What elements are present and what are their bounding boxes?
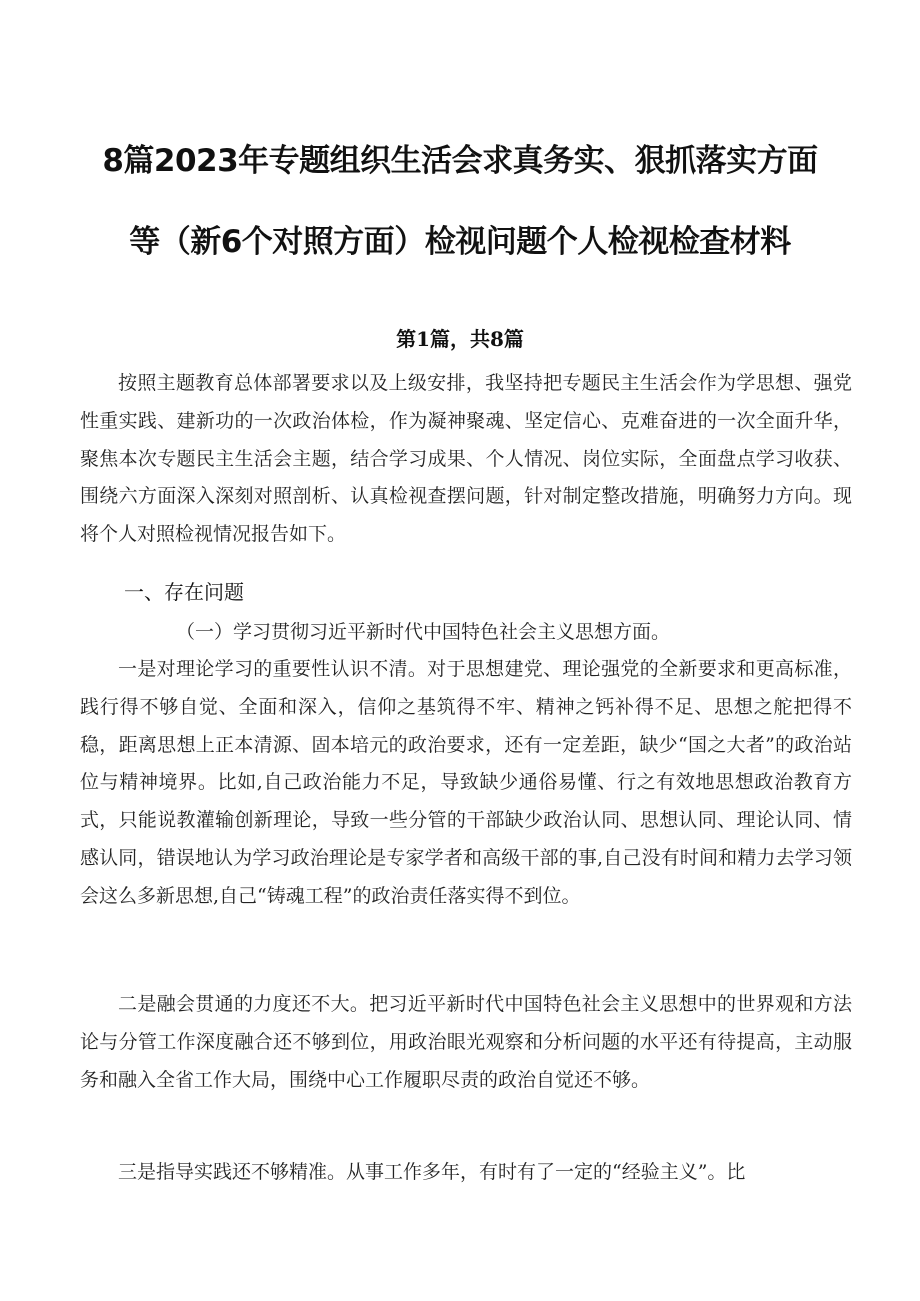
part-heading: 第1篇，共8篇 xyxy=(396,327,524,351)
subsection-heading-study: （一）学习贯彻习近平新时代中国特色社会主义思想方面。 xyxy=(176,621,671,643)
intro-paragraph: 按照主题教育总体部署要求以及上级安排，我坚持把专题民主生活会作为学思想、强党性重实践、建新功的一次政治体检，作为凝神聚魂、坚定信心、克难奋进的一次全面升华，聚焦本次专题民主生活会主题，结合学习成果、个人情况、岗位实际，全面盘点学习收获、围绕六方面深入深刻对照剖析、认真检视查摆问题，针对制定整改措施，明确努力方向。现将个人对照检视情况报告如下。 xyxy=(80,372,852,546)
paragraph-point-two: 二是融会贯通的力度还不大。把习近平新时代中国特色社会主义思想中的世界观和方法论与分管工作深度融合还不够到位，用政治眼光观察和分析问题的水平还有待提高，主动服务和融入全省工作大局，围绕中心工作履职尽责的政治自觉还不够。 xyxy=(80,993,852,1091)
document-title-line-2: 等（新6个对照方面）检视问题个人检视检查材料 xyxy=(129,224,791,260)
paragraph-point-one: 一是对理论学习的重要性认识不清。对于思想建党、理论强党的全新要求和更高标准，践行得不够自觉、全面和深入，信仰之基筑得不牢、精神之钙补得不足、思想之舵把得不稳，距离思想上正本清源、固本培元的政治要求，还有一定差距，缺少“国之大者”的政治站位与精神境界。比如,自己政治能力不足，导致缺少通俗易懂、行之有效地思想政治教育方式，只能说教灌输创新理论，导致一些分管的干部缺少政治认同、思想认同、理论认同、情感认同，错误地认为学习政治理论是专家学者和高级干部的事,自己没有时间和精力去学习领会这么多新思想,自己“铸魂工程”的政治责任落实得不到位。 xyxy=(80,658,852,907)
document-title-line-1: 8篇2023年专题组织生活会求真务实、狠抓落实方面 xyxy=(102,143,818,179)
section-heading-problems: 一、存在问题 xyxy=(124,580,244,604)
paragraph-point-three: 三是指导实践还不够精准。从事工作多年，有时有了一定的“经验主义”。比 xyxy=(118,1161,746,1183)
